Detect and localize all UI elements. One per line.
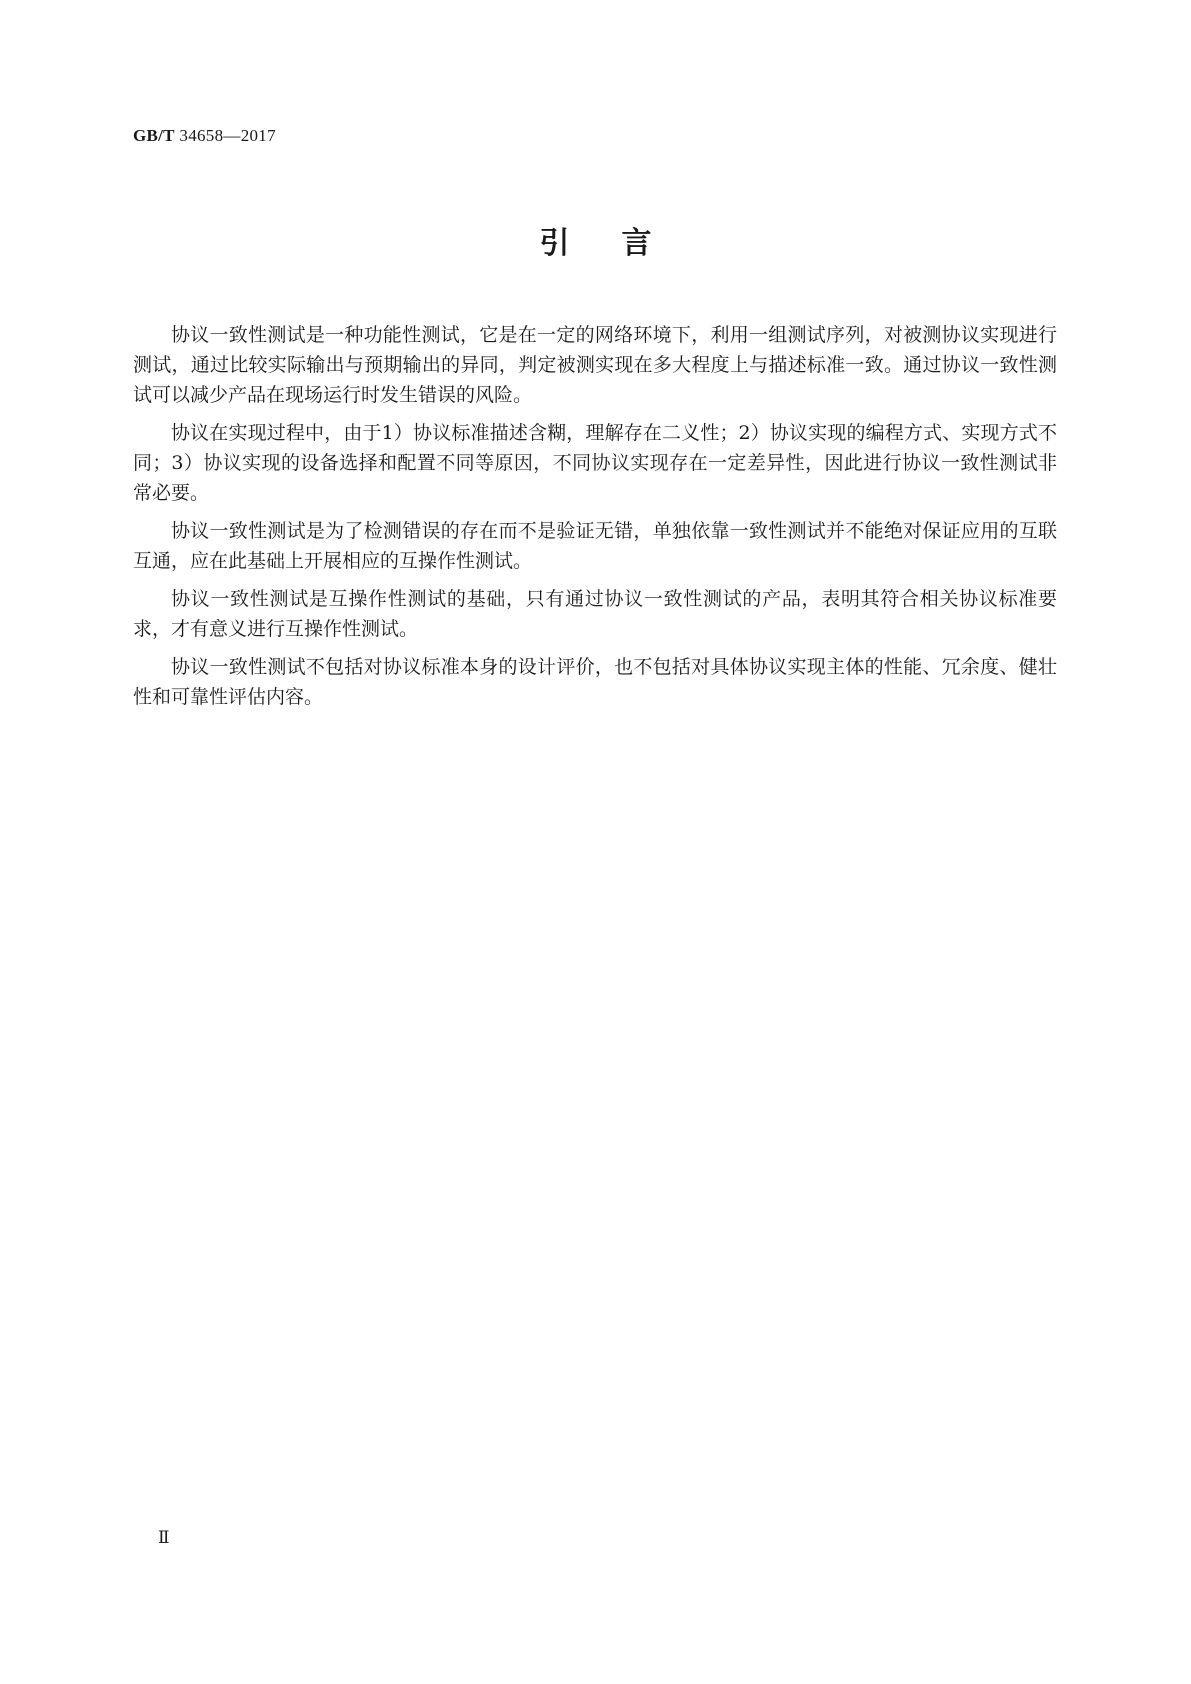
standard-number: 34658—2017	[179, 126, 276, 145]
paragraph: 协议一致性测试不包括对协议标准本身的设计评价，也不包括对具体协议实现主体的性能、冗余度、健壮性和可靠性评估内容。	[133, 656, 1057, 708]
page-number: Ⅱ	[158, 1528, 170, 1547]
standard-prefix: GB/T	[133, 126, 175, 145]
paragraph: 协议在实现过程中，由于1）协议标准描述含糊，理解存在二义性；2）协议实现的编程方式、实现方式不同；3）协议实现的设备选择和配置不同等原因，不同协议实现存在一定差异性，因此进行协议一致性测试非常必要。	[133, 422, 1057, 504]
standard-code	[133, 126, 276, 146]
page-title: 引言	[539, 226, 704, 261]
paragraph: 协议一致性测试是互操作性测试的基础，只有通过协议一致性测试的产品，表明其符合相关协议标准要求，才有意义进行互操作性测试。	[133, 588, 1057, 640]
paragraph: 协议一致性测试是为了检测错误的存在而不是验证无错，单独依靠一致性测试并不能绝对保证应用的互联互通，应在此基础上开展相应的互操作性测试。	[133, 520, 1057, 572]
body-text	[133, 320, 1057, 720]
paragraph: 协议一致性测试是一种功能性测试，它是在一定的网络环境下，利用一组测试序列，对被测协议实现进行测试，通过比较实际输出与预期输出的异同，判定被测实现在多大程度上与描述标准一致。通过协议一致性测试可以减少产品在现场运行时发生错误的风险。	[133, 324, 1057, 406]
